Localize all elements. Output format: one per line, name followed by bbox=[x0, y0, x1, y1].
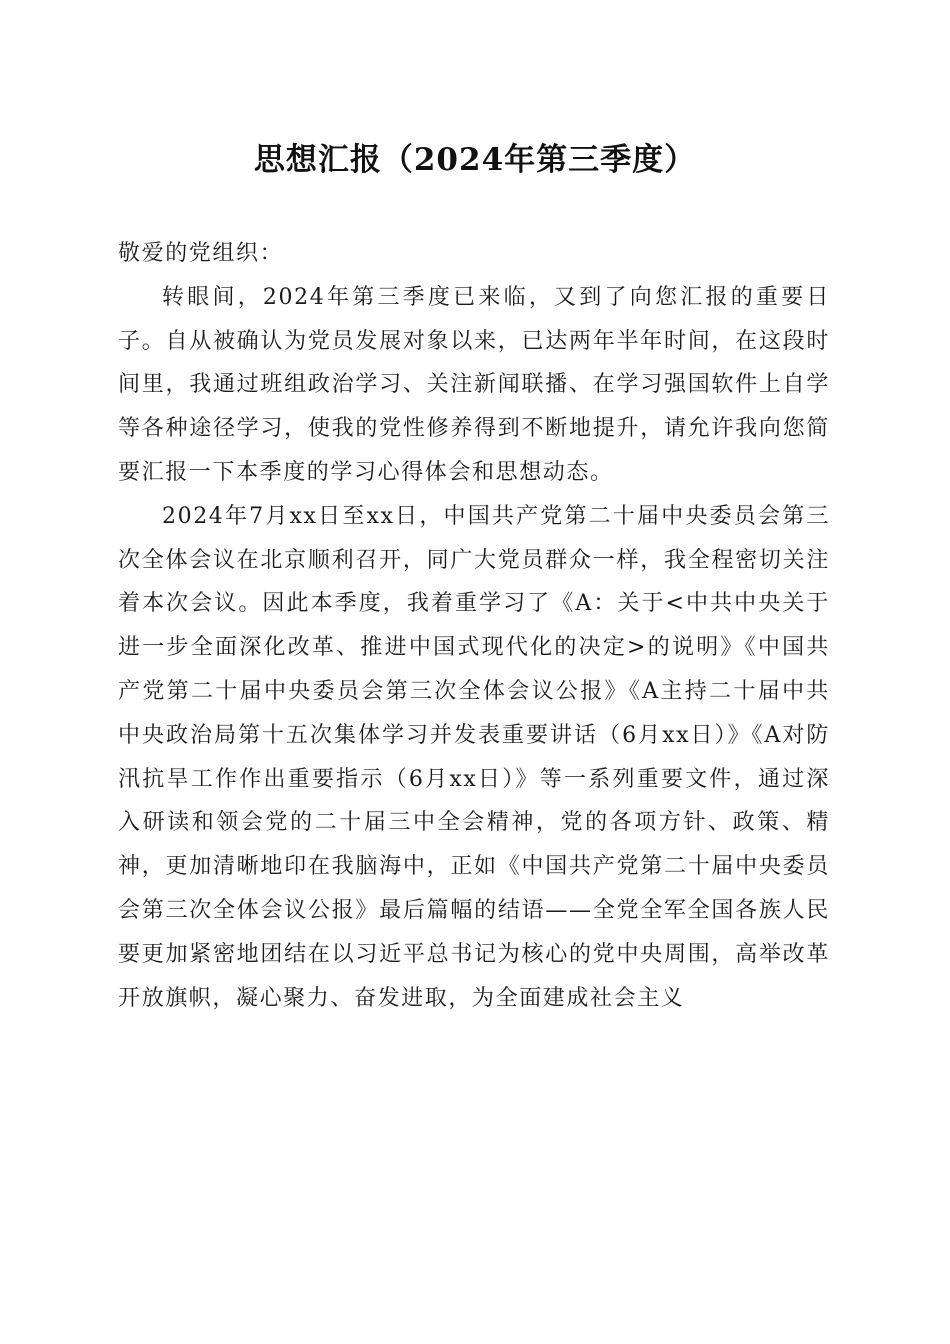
document-body bbox=[118, 232, 830, 1020]
paragraph-2: 2024年7月xx日至xx日，中国共产党第二十届中央委员会第三次全体会议在北京顺利召开，同广大党员群众一样，我全程密切关注着本次会议。因此本季度，我着重学习了《A：关于<中共中央关于进一步全面深化改革、推进中国式现代化的决定>的说明》《中国共产党第二十届中央委员会第三次全体会议公报》《A主持二十届中共中央政治局第十五次集体学习并发表重要讲话（6月xx日）》《A对防汛抗旱工作作出重要指示（6月xx日）》等一系列重要文件，通过深入研读和领会党的二十届三中全会精神，党的各项方针、政策、精神，更加清晰地印在我脑海中，正如《中国共产党第二十届中央委员会第三次全体会议公报》最后篇幅的结语——全党全军全国各族人民要更加紧密地团结在以习近平总书记为核心的党中央周围，高举改革开放旗帜，凝心聚力、奋发进取，为全面建成社会主义 bbox=[118, 503, 830, 1011]
document-title: 思想汇报（2024年第三季度） bbox=[253, 142, 697, 178]
salutation: 敬爱的党组织： bbox=[118, 241, 284, 266]
paragraph-1: 转眼间，2024年第三季度已来临，又到了向您汇报的重要日子。自从被确认为党员发展对象以来，已达两年半年时间，在这段时间里，我通过班组政治学习、关注新闻联播、在学习强国软件上自学等各种途径学习，使我的党性修养得到不断地提升，请允许我向您简要汇报一下本季度的学习心得体会和思想动态。 bbox=[118, 284, 830, 485]
